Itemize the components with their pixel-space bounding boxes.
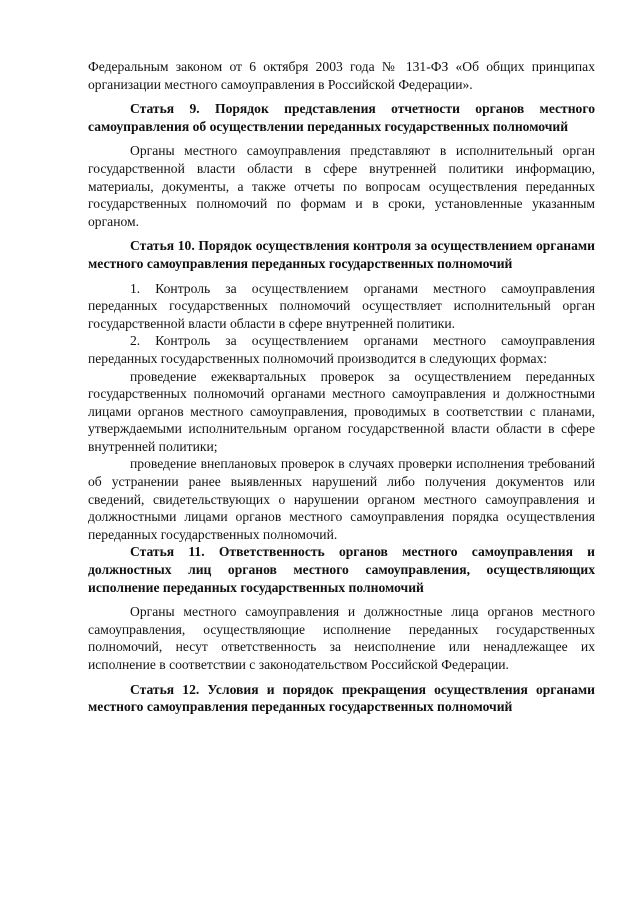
article-12-title: Статья 12. Условия и порядок прекращения осуществления органами местного самоуправления переданных государственных полномочий [88,681,595,715]
article-10-paragraph-4: проведение внеплановых проверок в случаях проверки исполнения требований об устранении ранее выявленных нарушений либо получения документов или сведений, свидетельствующих о нарушении органом местного самоуправления и должностными лицами органов местного самоуправления порядка осуществления переданных государственных полномочий. [88,456,595,542]
article-10-paragraph-3: проведение ежеквартальных проверок за осуществлением переданных государственных полномочий органами местного самоуправления и должностными лицами органов местного самоуправления, проводимых в соответствии с планами, утверждаемыми исполнительным органом государственной власти области в сфере внутренней политики; [88,368,595,454]
article-11-paragraph-1: Органы местного самоуправления и должностные лица органов местного самоуправления, осуществляющие исполнение переданных государственных полномочий, несут ответственность за неисполнение или ненадлежащее их исполнение в соответствии с законодательством Российской Федерации. [88,604,595,672]
article-10-paragraph-2: 2. Контроль за осуществлением органами местного самоуправления переданных государственных полномочий производится в следующих формах: [88,333,595,366]
article-11-title: Статья 11. Ответственность органов местного самоуправления и должностных лиц органов местного самоуправления, осуществляющих исполнение переданных государственных полномочий [88,544,595,595]
intro-paragraph: Федеральным законом от 6 октября 2003 года № 131-ФЗ «Об общих принципах организации местного самоуправления в Российской Федерации». [88,59,595,92]
article-9-title: Статья 9. Порядок представления отчетности органов местного самоуправления об осуществлении переданных государственных полномочий [88,101,595,134]
article-10-title: Статья 10. Порядок осуществления контроля за осуществлением органами местного самоуправления переданных государственных полномочий [88,238,595,271]
article-9-paragraph-1: Органы местного самоуправления представляют в исполнительный орган государственной власти области в сфере внутренней политики информацию, материалы, документы, а также отчеты по вопросам осуществления переданных государственных полномочий по формам и в сроки, установленные указанным органом. [88,143,595,229]
document-page [88,58,595,716]
article-10-paragraph-1: 1. Контроль за осуществлением органами местного самоуправления переданных государственных полномочий осуществляет исполнительный орган государственной власти области в сфере внутренней политики. [88,280,595,331]
